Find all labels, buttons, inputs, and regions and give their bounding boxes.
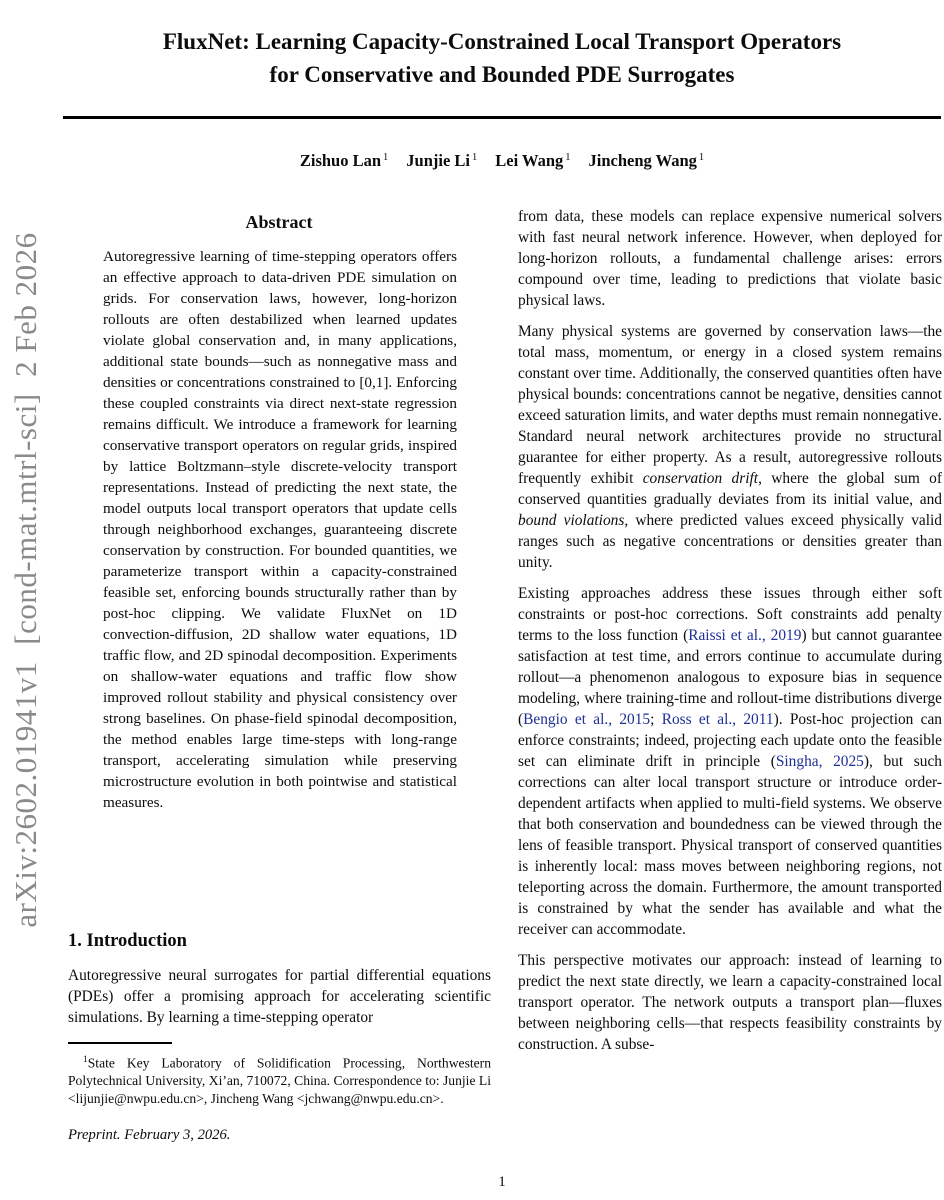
footnote-block <box>68 1042 491 1144</box>
abstract-text: Autoregressive learning of time-stepping operators offers an effective approach to data-driven PDE simulation on grids. For conservation laws, however, long-horizon rollouts are often destabilized when learned updates violate global conservation and, in many applications, additional state bounds—such as nonnegative mass and densities or concentrations constrained to [0,1]. Enforcing these coupled constraints via direct next-state regression remains difficult. We introduce a framework for learning conservative transport operators on regular grids, inspired by lattice Boltzmann–style discrete-velocity transport representations. Instead of predicting the next state, the model outputs local transport operators that update cells through neighborhood exchanges, guaranteeing discrete conservation by construction. For bounded quantities, we parameterize transport within a capacity-constrained feasible set, enforcing bounds structurally rather than by post-hoc clipping. We validate FluxNet on 1D convection-diffusion, 2D shallow water equations, 1D traffic flow, and 2D spinodal decomposition. Experiments on shallow-water equations and traffic flow show improved rollout stability and physical consistency over strong baselines. On phase-field spinodal decomposition, the method enables large time-steps with long-range transport, accelerating simulation while preserving microstructure evolution in both pointwise and statistical measures. <box>103 248 457 811</box>
emphasis-text: conservation drift <box>642 470 759 487</box>
citation-link[interactable]: Singha, 2025 <box>775 753 864 770</box>
introduction-section <box>68 931 491 1037</box>
right-paragraph-3: Existing approaches address these issues through either soft constraints or post-hoc corrections. Soft constraints add penalty terms to the loss function (Raissi et al., 2019) but cannot guarantee satisfaction at test time, and errors continue to accumulate during rollout—a phenomenon analogous to exposure bias in sequence modeling, where training-time and rollout-time distributions diverge (Bengio et al., 2015; Ross et al., 2011). Post-hoc projection can enforce constraints; indeed, projecting each update onto the feasible set can eliminate drift in principle (Singha, 2025), but such corrections can alter local transport structure or introduce order-dependent artifacts when applied to multi-field systems. We observe that both conservation and boundedness can be viewed through the lens of feasible transport. Physical transport of conserved quantities is inherently local: mass moves between neighboring regions, not teleporting across the domain. Furthermore, the amount transported is constrained by what the sender has available and what the receiver can accommodate. <box>518 585 943 938</box>
authors-row <box>62 151 942 171</box>
footnote-rule <box>68 1042 172 1044</box>
author-name: Jincheng Wang $^1$ <box>588 151 705 170</box>
right-paragraph-4: This perspective motivates our approach: instead of learning to predict the next state directly, we learn a capacity-constrained local transport operator. The network outputs a transport plan—fluxes between neighboring cells—that respects feasibility constraints by construction. A subse- <box>518 952 942 1053</box>
author-name: Junjie Li $^1$ <box>406 151 478 170</box>
introduction-heading: 1. Introduction <box>68 931 187 951</box>
introduction-paragraph: Autoregressive neural surrogates for partial differential equations (PDEs) offer a promising approach for accelerating scientific simulations. By learning a time-stepping operator <box>68 967 491 1026</box>
footnote-body: State Key Laboratory of Solidification Processing, Northwestern Polytechnical University, Xi’an, 710072, China. Correspondence to: Junjie Li <lijunjie@nwpu.edu.cn>, Jincheng Wang <jchwang@nwpu.edu.cn>. <box>68 1055 491 1107</box>
right-paragraph-2: Many physical systems are governed by conservation laws—the total mass, momentum, or energy in a closed system remains constant over time. Additionally, the conserved quantities often have physical bounds: concentrations cannot be negative, densities cannot exceed saturation limits, and water depths must remain nonnegative. Standard neural network architectures provide no structural guarantee for either property. As a result, autoregressive rollouts frequently exhibit conservation drift, where the global sum of conserved quantities gradually deviates from its initial value, and bound violations, where predicted values exceed physically valid ranges such as negative concentrations or densities greater than unity. <box>518 323 943 571</box>
paper-title-line1: FluxNet: Learning Capacity-Constrained Local Transport Operators <box>162 29 842 54</box>
emphasis-text: bound violations <box>518 512 625 529</box>
author-name: Zishuo Lan $^1$ <box>299 151 389 170</box>
citation-link[interactable]: Ross et al., 2011 <box>661 711 774 728</box>
preprint-date-line: Preprint. February 3, 2026. <box>68 1127 231 1144</box>
citation-link[interactable]: Bengio et al., 2015 <box>523 711 651 728</box>
right-column <box>518 206 942 1065</box>
paper-title-line2: for Conservative and Bounded PDE Surrogates <box>269 61 735 87</box>
footnote-text <box>68 1051 491 1109</box>
abstract-section <box>68 212 490 813</box>
title-divider-rule <box>63 116 941 119</box>
arxiv-watermark: arXiv:2602.01941v1 [cond-mat.mtrl-sci] 2 Feb 2026 <box>8 232 43 928</box>
footnote-marker: 1 <box>83 1054 88 1065</box>
right-paragraph-1: from data, these models can replace expensive numerical solvers with fast neural network inference. However, when deployed for long-horizon rollouts, a fundamental challenge arises: errors compound over time, leading to predictions that violate basic physical laws. <box>518 208 942 309</box>
author-name: Lei Wang $^1$ <box>495 151 571 170</box>
abstract-heading: Abstract <box>245 212 313 232</box>
citation-link[interactable]: Raissi et al., 2019 <box>688 627 802 644</box>
paper-title <box>62 26 942 91</box>
page-number: 1 <box>498 1174 506 1190</box>
